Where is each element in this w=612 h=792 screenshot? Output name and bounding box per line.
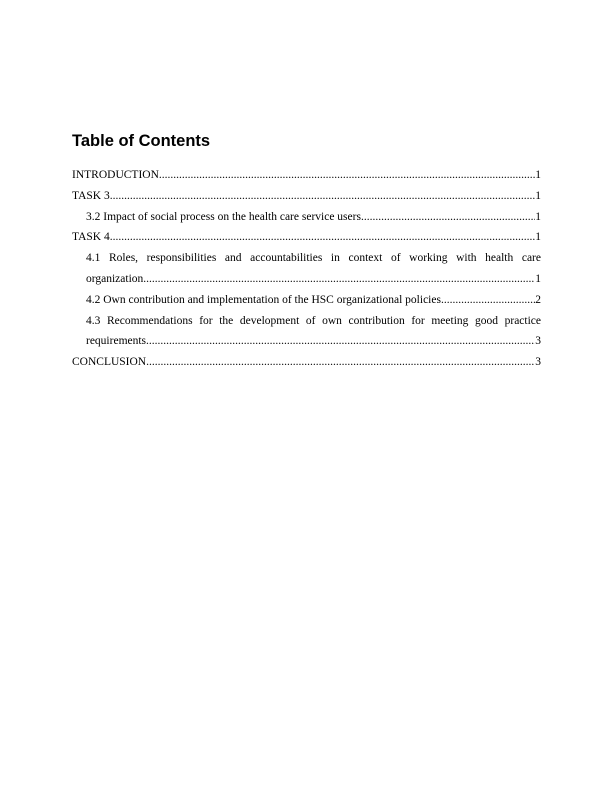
toc-page-number: 1 (535, 210, 541, 223)
toc-entry-task-3[interactable] (72, 186, 541, 207)
dot-leader (110, 186, 536, 207)
toc-page-number: 3 (535, 335, 541, 348)
toc-entry-label-line1: 4.1 Roles, responsibilities and accountabilities in context of working with health care (86, 252, 541, 265)
toc-page-number: 1 (535, 272, 541, 285)
dot-leader (361, 207, 535, 228)
toc-entry-label: INTRODUCTION (72, 169, 159, 181)
dot-leader (441, 290, 535, 311)
toc-entry-3-2[interactable] (72, 207, 541, 228)
dot-leader (146, 331, 535, 352)
toc-entry-label-line2: organization (86, 272, 144, 285)
table-of-contents (72, 165, 541, 373)
toc-entry-label: TASK 4 (72, 231, 110, 244)
toc-page-number: 1 (535, 189, 541, 202)
toc-entry-task-4[interactable] (72, 227, 541, 248)
toc-page-number: 1 (535, 231, 541, 244)
toc-entry-label: 3.2 Impact of social process on the health care service users (86, 210, 361, 223)
dot-leader (110, 227, 536, 248)
toc-entry-4-2[interactable] (72, 290, 541, 311)
dot-leader (143, 269, 535, 290)
toc-entry-label-line1: 4.3 Recommendations for the development of own contribution for meeting good practice (86, 314, 541, 327)
toc-page-number: 3 (535, 356, 541, 369)
toc-page-number: 2 (535, 293, 541, 306)
toc-entry-4-3[interactable] (72, 311, 541, 353)
toc-entry-label: CONCLUSION (72, 356, 147, 369)
dot-leader (159, 165, 535, 186)
dot-leader (146, 352, 535, 373)
toc-entry-conclusion[interactable] (72, 352, 541, 373)
toc-entry-4-1[interactable] (72, 248, 541, 290)
toc-page-number: 1 (535, 169, 541, 181)
toc-entry-label: 4.2 Own contribution and implementation of the HSC organizational policies (86, 293, 441, 306)
toc-entry-label: TASK 3 (72, 189, 110, 202)
toc-entry-label-line2: requirements (86, 335, 147, 348)
toc-entry-introduction[interactable] (72, 165, 541, 186)
toc-title: Table of Contents (72, 132, 211, 150)
